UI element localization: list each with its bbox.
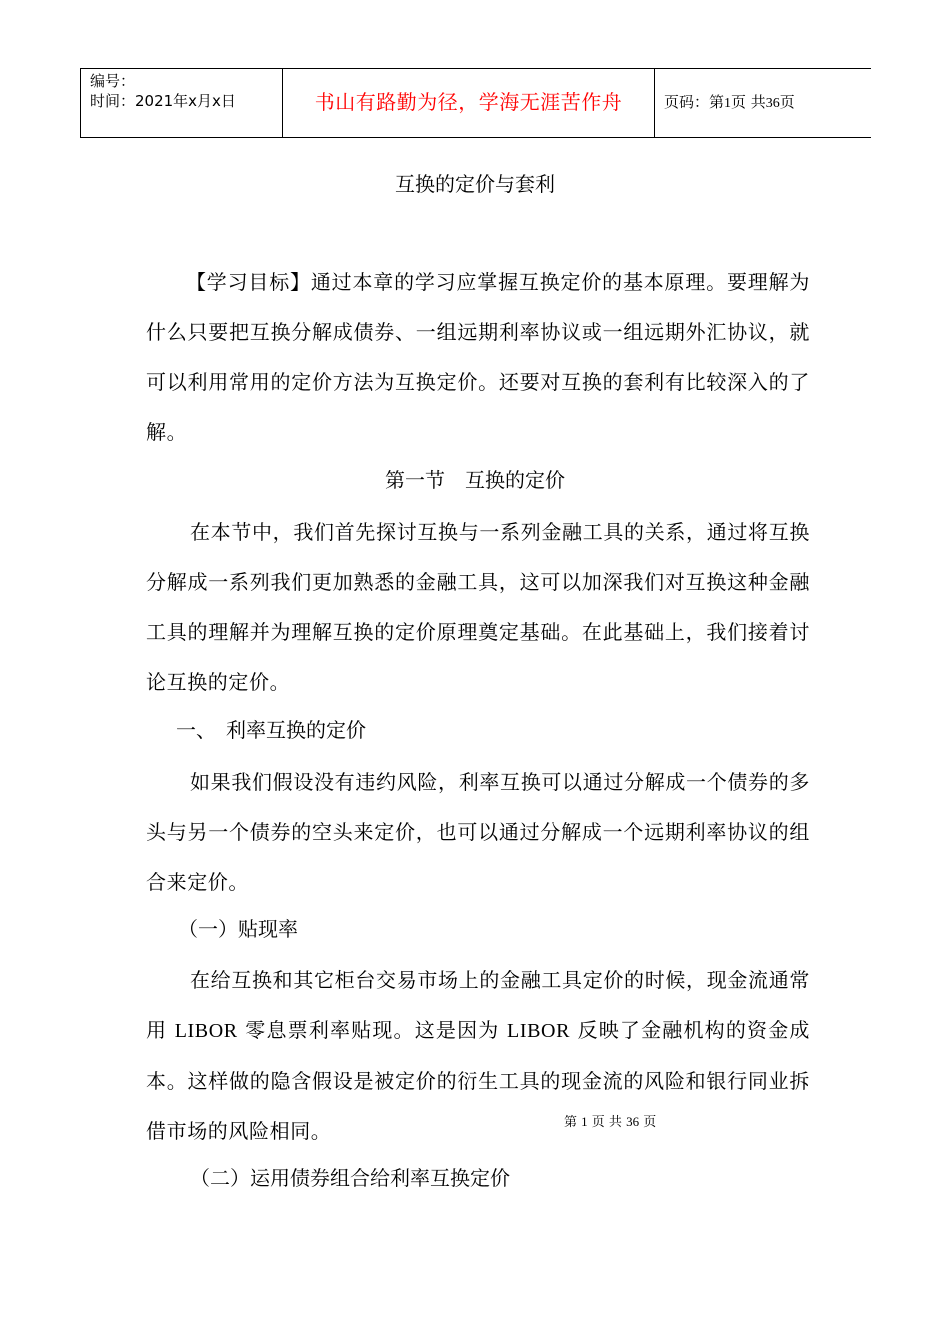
- interest-rate-swap-paragraph: 如果我们假设没有违约风险，利率互换可以通过分解成一个债券的多头与另一个债券的空头来定价，也可以通过分解成一个远期利率协议的组合来定价。: [146, 770, 810, 894]
- section-heading: 第一节 互换的定价: [385, 468, 565, 492]
- header-motto-cell: [283, 69, 655, 138]
- header-meta-cell: [81, 69, 283, 138]
- header-page-mid: 页 共: [731, 93, 766, 111]
- header-page-number: [655, 69, 871, 137]
- document-title: 互换的定价与套利: [395, 172, 555, 196]
- footer-page-current: 1: [581, 1114, 588, 1129]
- document-time-label: 时间：2021年x月x日: [90, 92, 236, 110]
- footer-page-prefix: 第: [564, 1115, 578, 1130]
- discount-text-part-c: 反映了金融机构的资金成本。这样做的隐含假设是被定价的衍生工具的现金流的风险和银行同业拆借市场的风险相同。: [146, 1018, 810, 1143]
- header-page-suffix: 页: [779, 93, 795, 111]
- subsection-heading-bond-portfolio: （二）运用债券组合给利率互换定价: [190, 1166, 510, 1190]
- header-page-cell: [655, 69, 872, 138]
- section-intro-paragraph: 在本节中，我们首先探讨互换与一系列金融工具的关系，通过将互换分解成一系列我们更加熟悉的金融工具，这可以加深我们对互换这种金融工具的理解并为理解互换的定价原理奠定基础。在此基础上，我们接着讨论互换的定价。: [146, 520, 810, 694]
- footer-page-number: [564, 1112, 656, 1133]
- discount-text-part-b: 零息票利率贴现。这是因为: [245, 1018, 500, 1042]
- subsection-heading-discount-rate: （一）贴现率: [178, 917, 298, 941]
- document-header: [80, 68, 871, 138]
- discount-rate-paragraph: [146, 955, 810, 1156]
- discount-text-part-a: 在给互换和其它柜台交易市场上的金融工具定价的时候，现金流通常用: [146, 968, 810, 1042]
- learning-objectives-paragraph: 【学习目标】通过本章的学习应掌握互换定价的基本原理。要理解为什么只要把互换分解成债券、一组远期利率协议或一组远期外汇协议，就可以利用常用的定价方法为互换定价。还要对互换的套利有比较深入的了解。: [146, 270, 810, 444]
- subsection-heading-interest-rate-swap: 一、 利率互换的定价: [176, 718, 366, 742]
- header-motto: 书山有路勤为径，学海无涯苦作舟: [314, 90, 623, 114]
- libor-term: LIBOR: [174, 1020, 238, 1042]
- header-page-current: 1: [724, 96, 732, 111]
- document-number-label: 编号：: [90, 72, 136, 90]
- header-page-total: 36: [765, 96, 780, 111]
- libor-term-second: LIBOR: [507, 1020, 571, 1042]
- header-page-prefix: 页码：第: [664, 93, 725, 111]
- footer-page-mid: 页 共: [591, 1115, 622, 1130]
- footer-page-suffix: 页: [643, 1115, 657, 1130]
- footer-page-total: 36: [626, 1114, 640, 1129]
